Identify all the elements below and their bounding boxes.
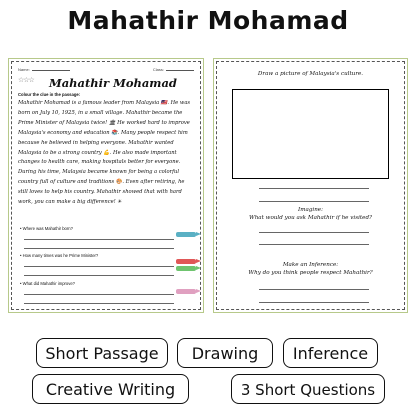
- tag-3-short-questions: 3 Short Questions: [231, 374, 385, 404]
- crayon-icon: [176, 266, 196, 271]
- class-line: [166, 67, 194, 71]
- answer-line: [24, 267, 174, 276]
- name-label: Name:: [18, 67, 30, 72]
- crayon-icon: [176, 259, 196, 264]
- inference-question: Why do you think people respect Mahathir?: [248, 270, 373, 276]
- reading-worksheet: [8, 58, 204, 313]
- page-title: Mahathir Mohamad: [67, 6, 349, 35]
- draw-prompt: Draw a picture of Malaysia's culture.: [257, 71, 364, 77]
- tag-inference: Inference: [283, 338, 378, 368]
- answer-line: [259, 244, 369, 245]
- answer-line: [24, 240, 174, 249]
- answer-line: [259, 302, 369, 303]
- crayon-icon: [176, 289, 196, 294]
- activity-paper: [216, 61, 405, 310]
- question-3: [20, 281, 198, 304]
- worksheet-header: [18, 67, 194, 72]
- class-label: Class:: [152, 67, 164, 72]
- rating-stars: ☆☆☆: [18, 77, 34, 84]
- inference-label: Make an Inference:: [282, 262, 339, 268]
- class-field: [153, 67, 194, 72]
- name-line: [32, 67, 70, 71]
- worksheet-paper: [11, 61, 201, 310]
- tag-creative-writing: Creative Writing: [32, 374, 189, 404]
- answer-line: [24, 258, 174, 267]
- imagine-question: What would you ask Mahathir if he visited?: [248, 215, 373, 221]
- worksheet-heading: Mahathir Mohamad: [49, 76, 177, 90]
- question-text: • How many times was he Prime Minister?: [20, 253, 99, 258]
- answer-line: [24, 286, 174, 295]
- question-1: [20, 226, 198, 249]
- name-field: [18, 67, 70, 72]
- answer-line: [259, 289, 369, 290]
- question-text: • What did Mahathir improve?: [20, 281, 75, 286]
- question-2: [20, 253, 198, 276]
- tag-drawing: Drawing: [177, 338, 273, 368]
- tag-short-passage: Short Passage: [36, 338, 168, 368]
- answer-line: [24, 295, 174, 304]
- answer-line: [24, 231, 174, 240]
- question-text: • Where was Mahathir born?: [20, 226, 73, 231]
- answer-line: [259, 232, 369, 233]
- reading-passage: Mahathir Mohamad is a famous leader from Malaysia 🇲🇾. He was born on July 10, 1925, in a small village. Mahathir became the Prime Minister of Malaysia twice! 🏛 He worked hard to improve Malaysia's economy and education 📚. Many people respect him because he believed in helping everyone. Mahathir wanted Malaysia to be a strong country 💪. He also made important changes to health care, making hospitals better for everyone. During his time, Malaysia became known for being a colorful country full of culture and traditions 🎨. Even after retiring, he still loves to help his country. Mahathir showed that with hard work, you can make a big difference! ☀: [18, 100, 191, 206]
- drawing-box: [232, 89, 389, 179]
- worksheet-instruction: Colour the clue in the passage:: [18, 92, 81, 97]
- answer-line: [259, 201, 369, 202]
- imagine-label: Imagine:: [297, 207, 324, 213]
- crayon-icon: [176, 232, 196, 237]
- answer-line: [259, 188, 369, 189]
- activity-worksheet: [213, 58, 408, 313]
